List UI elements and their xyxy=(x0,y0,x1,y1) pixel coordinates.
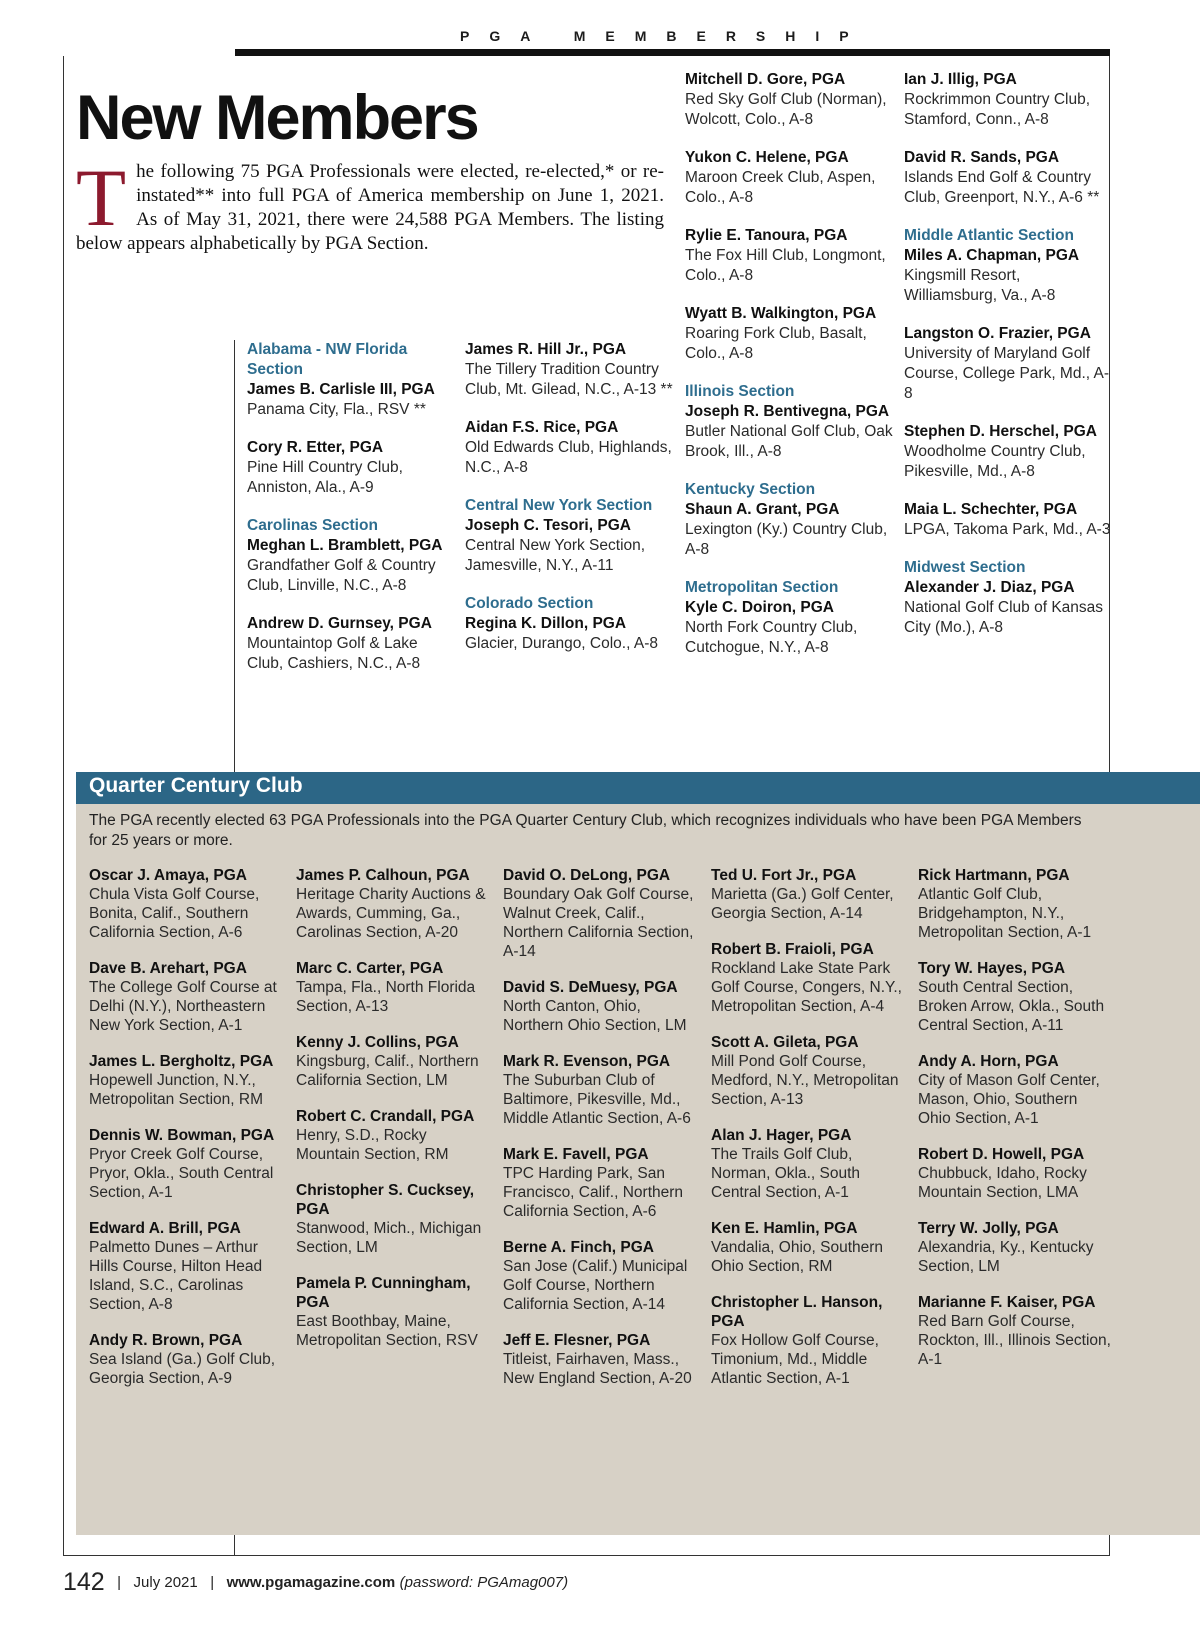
new-members-col-1 xyxy=(247,340,457,692)
member-detail: The College Golf Course at Delhi (N.Y.), Northeastern New York Section, A-1 xyxy=(89,979,277,1034)
qcc-member-entry xyxy=(296,866,492,942)
member-name: Mark E. Favell, PGA xyxy=(503,1146,649,1163)
member-detail: San Jose (Calif.) Municipal Golf Course, Northern California Section, A-14 xyxy=(503,1258,688,1313)
member-name: Oscar J. Amaya, PGA xyxy=(89,867,247,884)
section-heading: Midwest Section xyxy=(904,559,1026,576)
member-detail: Titleist, Fairhaven, Mass., New England Section, A-20 xyxy=(503,1351,692,1387)
qcc-member-entry xyxy=(918,866,1114,942)
member-detail: Sea Island (Ga.) Golf Club, Georgia Section, A-9 xyxy=(89,1351,276,1387)
qcc-member-entry xyxy=(89,1331,285,1388)
page-number: 142 xyxy=(63,1568,105,1596)
member-entry xyxy=(465,418,675,478)
new-members-col-4 xyxy=(904,70,1114,656)
member-name: Terry W. Jolly, PGA xyxy=(918,1220,1059,1237)
member-entry xyxy=(685,304,895,364)
qcc-col-3 xyxy=(503,866,699,1405)
qcc-member-entry xyxy=(296,1274,492,1350)
new-members-col-2 xyxy=(465,340,675,672)
member-name: Ted U. Fort Jr., PGA xyxy=(711,867,857,884)
member-entry xyxy=(465,594,675,654)
qcc-member-entry xyxy=(503,1145,699,1221)
member-detail: City of Mason Golf Center, Mason, Ohio, Southern Ohio Section, A-1 xyxy=(918,1072,1100,1127)
member-name: Tory W. Hayes, PGA xyxy=(918,960,1066,977)
section-heading: Metropolitan Section xyxy=(685,579,839,596)
new-members-col-3 xyxy=(685,70,895,676)
member-name: David O. DeLong, PGA xyxy=(503,867,671,884)
member-entry xyxy=(904,422,1114,482)
qcc-member-entry xyxy=(918,1052,1114,1128)
intro-text: he following 75 PGA Professionals were elected, re-elected,* or re-instated** into full PGA of America membership on June 1, 2021. As of May 31, 2021, there were 24,588 PGA Members. The listing below appears alphabetically by PGA Section. xyxy=(76,161,664,254)
member-detail: Vandalia, Ohio, Southern Ohio Section, RM xyxy=(711,1239,884,1275)
member-entry xyxy=(685,226,895,286)
qcc-member-entry xyxy=(711,1033,907,1109)
member-name: Christopher S. Cucksey, PGA xyxy=(296,1182,475,1218)
qcc-member-entry xyxy=(503,866,699,961)
member-detail: TPC Harding Park, San Francisco, Calif., Northern California Section, A-6 xyxy=(503,1165,684,1220)
member-detail: Woodholme Country Club, Pikesville, Md., A-8 xyxy=(904,443,1086,480)
member-detail: Fox Hollow Golf Course, Timonium, Md., Middle Atlantic Section, A-1 xyxy=(711,1332,879,1387)
qcc-member-entry xyxy=(89,959,285,1035)
member-name: Andy R. Brown, PGA xyxy=(89,1332,243,1349)
column-divider xyxy=(234,340,235,772)
qcc-member-entry xyxy=(89,1052,285,1109)
member-entry xyxy=(685,578,895,658)
member-name: Kenny J. Collins, PGA xyxy=(296,1034,459,1051)
member-entry xyxy=(465,496,675,576)
member-detail: Atlantic Golf Club, Bridgehampton, N.Y., Metropolitan Section, A-1 xyxy=(918,886,1092,941)
member-detail: Pryor Creek Golf Course, Pryor, Okla., South Central Section, A-1 xyxy=(89,1146,274,1201)
quarter-century-club-title: Quarter Century Club xyxy=(89,774,303,797)
member-name: Edward A. Brill, PGA xyxy=(89,1220,241,1237)
section-heading: Central New York Section xyxy=(465,497,653,514)
qcc-member-entry xyxy=(918,1293,1114,1369)
qcc-member-entry xyxy=(296,959,492,1016)
member-detail: Stanwood, Mich., Michigan Section, LM xyxy=(296,1220,482,1256)
footer-separator: | xyxy=(210,1574,215,1591)
member-name: Kyle C. Doiron, PGA xyxy=(685,599,834,616)
qcc-member-entry xyxy=(918,1145,1114,1202)
page-footer xyxy=(63,1568,568,1597)
member-name: Pamela P. Cunningham, PGA xyxy=(296,1275,471,1311)
member-name: James L. Bergholtz, PGA xyxy=(89,1053,274,1070)
member-detail: University of Maryland Golf Course, College Park, Md., A-8 xyxy=(904,345,1110,402)
member-detail: Pine Hill Country Club, Anniston, Ala., A-9 xyxy=(247,459,403,496)
column-divider-bottom xyxy=(234,1532,235,1556)
member-name: Mitchell D. Gore, PGA xyxy=(685,71,846,88)
member-name: Wyatt B. Walkington, PGA xyxy=(685,305,877,322)
member-entry xyxy=(904,558,1114,638)
member-detail: South Central Section, Broken Arrow, Okla., South Central Section, A-11 xyxy=(918,979,1105,1034)
qcc-member-entry xyxy=(503,1238,699,1314)
member-name: Robert B. Fraioli, PGA xyxy=(711,941,874,958)
qcc-member-entry xyxy=(503,1331,699,1388)
member-detail: LPGA, Takoma Park, Md., A-3 xyxy=(904,521,1111,538)
member-name: Shaun A. Grant, PGA xyxy=(685,501,840,518)
qcc-member-entry xyxy=(89,866,285,942)
member-name: Maia L. Schechter, PGA xyxy=(904,501,1078,518)
intro-paragraph xyxy=(76,152,664,256)
member-name: Marc C. Carter, PGA xyxy=(296,960,444,977)
qcc-member-entry xyxy=(296,1181,492,1257)
member-detail: Maroon Creek Club, Aspen, Colo., A-8 xyxy=(685,169,876,206)
website-link[interactable]: www.pgamagazine.com xyxy=(226,1574,396,1591)
member-detail: Panama City, Fla., RSV ** xyxy=(247,401,426,418)
qcc-member-entry xyxy=(89,1126,285,1202)
section-heading: Carolinas Section xyxy=(247,517,378,534)
member-detail: Red Sky Golf Club (Norman), Wolcott, Colo., A-8 xyxy=(685,91,887,128)
member-detail: Grandfather Golf & Country Club, Linville, N.C., A-8 xyxy=(247,557,436,594)
member-detail: Mill Pond Golf Course, Medford, N.Y., Metropolitan Section, A-13 xyxy=(711,1053,899,1108)
member-entry xyxy=(685,70,895,130)
member-name: Alexander J. Diaz, PGA xyxy=(904,579,1075,596)
member-detail: Heritage Charity Auctions & Awards, Cumming, Ga., Carolinas Section, A-20 xyxy=(296,886,486,941)
member-name: Jeff E. Flesner, PGA xyxy=(503,1332,651,1349)
member-detail: The Trails Golf Club, Norman, Okla., South Central Section, A-1 xyxy=(711,1146,861,1201)
member-name: James P. Calhoun, PGA xyxy=(296,867,470,884)
qcc-col-2 xyxy=(296,866,492,1367)
member-detail: Old Edwards Club, Highlands, N.C., A-8 xyxy=(465,439,672,476)
member-entry xyxy=(247,516,457,596)
section-heading: Middle Atlantic Section xyxy=(904,227,1074,244)
member-name: Scott A. Gileta, PGA xyxy=(711,1034,859,1051)
qcc-member-entry xyxy=(711,1219,907,1276)
member-detail: Red Barn Golf Course, Rockton, Ill., Illinois Section, A-1 xyxy=(918,1313,1111,1368)
top-rule xyxy=(235,49,1110,56)
member-name: Alan J. Hager, PGA xyxy=(711,1127,852,1144)
member-entry xyxy=(904,226,1114,306)
member-detail: Rockland Lake State Park Golf Course, Congers, N.Y., Metropolitan Section, A-4 xyxy=(711,960,902,1015)
section-heading: Kentucky Section xyxy=(685,481,816,498)
member-detail: Glacier, Durango, Colo., A-8 xyxy=(465,635,658,652)
member-name: Robert D. Howell, PGA xyxy=(918,1146,1085,1163)
qcc-member-entry xyxy=(296,1107,492,1164)
magazine-section-label: PGA MEMBERSHIP xyxy=(460,28,869,44)
member-detail: Butler National Golf Club, Oak Brook, Ill., A-8 xyxy=(685,423,893,460)
member-name: Dave B. Arehart, PGA xyxy=(89,960,247,977)
member-detail: Chubbuck, Idaho, Rocky Mountain Section, LMA xyxy=(918,1165,1087,1201)
member-name: Dennis W. Bowman, PGA xyxy=(89,1127,275,1144)
member-name: Christopher L. Hanson, PGA xyxy=(711,1294,883,1330)
member-detail: Roaring Fork Club, Basalt, Colo., A-8 xyxy=(685,325,867,362)
member-detail: The Fox Hill Club, Longmont, Colo., A-8 xyxy=(685,247,886,284)
member-name: Ian J. Illig, PGA xyxy=(904,71,1017,88)
qcc-col-1 xyxy=(89,866,285,1405)
member-entry xyxy=(685,148,895,208)
member-name: Joseph C. Tesori, PGA xyxy=(465,517,631,534)
member-detail: Chula Vista Golf Course, Bonita, Calif., Southern California Section, A-6 xyxy=(89,886,260,941)
member-entry xyxy=(904,500,1114,540)
member-name: James B. Carlisle III, PGA xyxy=(247,381,435,398)
member-detail: National Golf Club of Kansas City (Mo.), A-8 xyxy=(904,599,1104,636)
member-name: Cory R. Etter, PGA xyxy=(247,439,384,456)
member-name: Miles A. Chapman, PGA xyxy=(904,247,1080,264)
member-name: Berne A. Finch, PGA xyxy=(503,1239,655,1256)
member-detail: Hopewell Junction, N.Y., Metropolitan Section, RM xyxy=(89,1072,264,1108)
member-detail: North Canton, Ohio, Northern Ohio Section, LM xyxy=(503,998,687,1034)
member-entry xyxy=(465,340,675,400)
member-name: James R. Hill Jr., PGA xyxy=(465,341,627,358)
member-detail: Rockrimmon Country Club, Stamford, Conn., A-8 xyxy=(904,91,1091,128)
member-detail: Mountaintop Golf & Lake Club, Cashiers, N.C., A-8 xyxy=(247,635,421,672)
member-name: Rylie E. Tanoura, PGA xyxy=(685,227,848,244)
member-name: Aidan F.S. Rice, PGA xyxy=(465,419,619,436)
member-name: Ken E. Hamlin, PGA xyxy=(711,1220,858,1237)
member-entry xyxy=(685,480,895,560)
section-heading: Illinois Section xyxy=(685,383,795,400)
member-detail: Kingsburg, Calif., Northern California Section, LM xyxy=(296,1053,479,1089)
member-detail: Alexandria, Ky., Kentucky Section, LM xyxy=(918,1239,1094,1275)
member-detail: The Suburban Club of Baltimore, Pikesville, Md., Middle Atlantic Section, A-6 xyxy=(503,1072,691,1127)
member-name: Langston O. Frazier, PGA xyxy=(904,325,1091,342)
member-entry xyxy=(247,438,457,498)
member-entry xyxy=(685,382,895,462)
member-entry xyxy=(247,340,457,420)
issue-date: July 2021 xyxy=(133,1574,198,1591)
qcc-member-entry xyxy=(711,1126,907,1202)
member-name: David R. Sands, PGA xyxy=(904,149,1060,166)
qcc-member-entry xyxy=(711,866,907,923)
quarter-century-club-description: The PGA recently elected 63 PGA Professionals into the PGA Quarter Century Club, which recognizes individuals who have been PGA Members for 25 years or more. xyxy=(89,812,1082,849)
member-detail: East Boothbay, Maine, Metropolitan Section, RSV xyxy=(296,1313,478,1349)
member-detail: Boundary Oak Golf Course, Walnut Creek, Calif., Northern California Section, A-14 xyxy=(503,886,694,960)
section-heading: Colorado Section xyxy=(465,595,594,612)
qcc-member-entry xyxy=(503,1052,699,1128)
qcc-member-entry xyxy=(711,940,907,1016)
qcc-member-entry xyxy=(296,1033,492,1090)
member-entry xyxy=(904,148,1114,208)
member-entry xyxy=(904,70,1114,130)
member-name: Yukon C. Helene, PGA xyxy=(685,149,849,166)
footer-separator: | xyxy=(117,1574,122,1591)
member-name: Robert C. Crandall, PGA xyxy=(296,1108,475,1125)
qcc-member-entry xyxy=(503,978,699,1035)
website-password: (password: PGAmag007) xyxy=(399,1574,569,1591)
member-detail: North Fork Country Club, Cutchogue, N.Y., A-8 xyxy=(685,619,858,656)
member-name: Andy A. Horn, PGA xyxy=(918,1053,1059,1070)
member-name: Marianne F. Kaiser, PGA xyxy=(918,1294,1096,1311)
qcc-member-entry xyxy=(918,1219,1114,1276)
qcc-col-5 xyxy=(918,866,1114,1386)
member-detail: Lexington (Ky.) Country Club, A-8 xyxy=(685,521,888,558)
member-detail: The Tillery Tradition Country Club, Mt. Gilead, N.C., A-13 ** xyxy=(465,361,673,398)
member-detail: Palmetto Dunes – Arthur Hills Course, Hilton Head Island, S.C., Carolinas Section, A-8 xyxy=(89,1239,263,1313)
section-heading: Alabama - NW Florida Section xyxy=(247,341,408,378)
member-name: Regina K. Dillon, PGA xyxy=(465,615,627,632)
qcc-member-entry xyxy=(89,1219,285,1314)
member-name: Mark R. Evenson, PGA xyxy=(503,1053,671,1070)
qcc-member-entry xyxy=(918,959,1114,1035)
member-name: Andrew D. Gurnsey, PGA xyxy=(247,615,432,632)
member-entry xyxy=(904,324,1114,404)
member-detail: Kingsmill Resort, Williamsburg, Va., A-8 xyxy=(904,267,1056,304)
member-detail: Marietta (Ga.) Golf Center, Georgia Section, A-14 xyxy=(711,886,894,922)
qcc-member-entry xyxy=(711,1293,907,1388)
member-name: Joseph R. Bentivegna, PGA xyxy=(685,403,890,420)
member-entry xyxy=(247,614,457,674)
member-detail: Islands End Golf & Country Club, Greenport, N.Y., A-6 ** xyxy=(904,169,1100,206)
member-name: David S. DeMuesy, PGA xyxy=(503,979,678,996)
member-name: Rick Hartmann, PGA xyxy=(918,867,1070,884)
page-title: New Members xyxy=(76,83,478,153)
qcc-col-4 xyxy=(711,866,907,1405)
intro-dropcap: T xyxy=(76,152,127,243)
member-detail: Henry, S.D., Rocky Mountain Section, RM xyxy=(296,1127,449,1163)
member-detail: Central New York Section, Jamesville, N.Y., A-11 xyxy=(465,537,646,574)
member-detail: Tampa, Fla., North Florida Section, A-13 xyxy=(296,979,476,1015)
member-name: Stephen D. Herschel, PGA xyxy=(904,423,1097,440)
member-name: Meghan L. Bramblett, PGA xyxy=(247,537,443,554)
